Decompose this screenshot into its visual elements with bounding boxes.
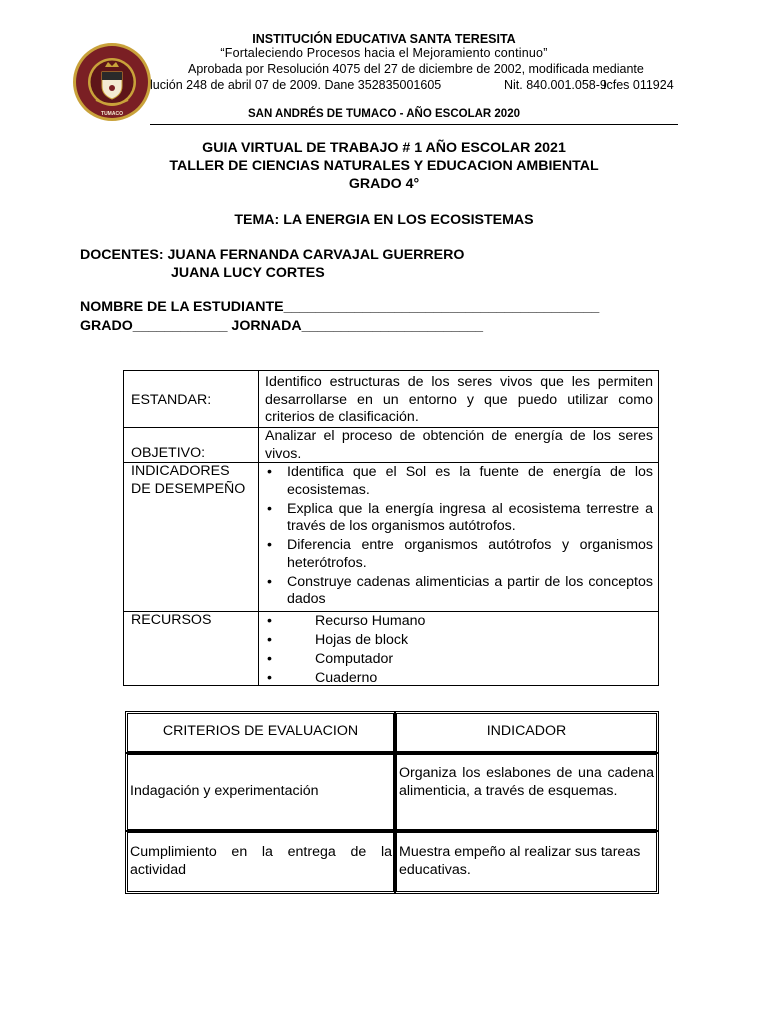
grade-title: GRADO 4° [348, 176, 420, 192]
institution-name: INSTITUCIÓN EDUCATIVA SANTA TERESITA [252, 32, 516, 46]
estandar-text: Identifico estructuras de los seres vivos que les permiten desarrollarse en un entorno y que puedo utilizar como criterios de clasificación. [265, 374, 653, 425]
list-item: • Diferencia entre organismos autótrofos y organismos heterótrofos. [265, 537, 653, 572]
indicadores-list-cell [265, 464, 653, 610]
indicadores-label-line2: DE DESEMPEÑO [131, 480, 246, 497]
evaluation-criteria-table [125, 711, 659, 894]
indicador-cell: Muestra empeño al realizar sus tareas educativas. [399, 844, 641, 878]
topic-title: TEMA: LA ENERGIA EN LOS ECOSISTEMAS [234, 212, 534, 228]
header-divider [150, 124, 678, 125]
place-year-text: SAN ANDRÉS DE TUMACO - AÑO ESCOLAR 2020 [248, 108, 520, 120]
list-item: • Construye cadenas alimenticias a partir de los conceptos dados [265, 574, 653, 609]
recursos-label: RECURSOS [131, 612, 212, 628]
criterio-cell: Indagación y experimentación [130, 783, 319, 799]
guide-title: GUIA VIRTUAL DE TRABAJO # 1 AÑO ESCOLAR 2021 [202, 140, 566, 156]
indicadores-label [131, 463, 245, 498]
institution-motto: “Fortaleciendo Procesos hacia el Mejoramiento continuo” [220, 46, 548, 60]
criterio-header: CRITERIOS DE EVALUACION [162, 723, 359, 739]
list-item: • Computador [265, 651, 653, 669]
list-item: • Hojas de block [265, 632, 653, 650]
indicador-cell: Organiza los eslabones de una cadena alimenticia, a través de esquemas. [399, 765, 654, 799]
nit-text: Nit. 840.001.058-9 [504, 78, 607, 92]
student-name-field[interactable]: NOMBRE DE LA ESTUDIANTE________________________________________ [80, 299, 600, 315]
resolution-dane-text: lución 248 de abril 07 de 2009. Dane 352835001605 [150, 78, 442, 92]
list-item: • Explica que la energía ingresa al ecosistema terrestre a través de los organismos autótrofos. [265, 501, 653, 536]
svg-text:TUMACO: TUMACO [101, 111, 123, 117]
criterio-cell: Cumplimiento en la entrega de la actividad [130, 844, 392, 878]
teacher-second: JUANA LUCY CORTES [171, 265, 325, 281]
grade-shift-field[interactable]: GRADO____________ JORNADA_______________________ [80, 318, 484, 334]
objetivo-label: OBJETIVO: [131, 445, 206, 461]
list-item: • Recurso Humano [265, 613, 653, 631]
estandar-label: ESTANDAR: [131, 392, 212, 408]
teachers-line: DOCENTES: JUANA FERNANDA CARVAJAL GUERRERO [80, 247, 465, 263]
icfes-text: Icfes 011924 [603, 78, 674, 92]
approval-text: Aprobada por Resolución 4075 del 27 de diciembre de 2002, modificada mediante [188, 62, 644, 76]
indicador-header: INDICADOR [486, 723, 567, 739]
indicadores-label-line1: INDICADORES [131, 463, 230, 479]
table-column-divider [258, 371, 259, 685]
recursos-list-cell [265, 613, 653, 689]
list-item: • Cuaderno [265, 670, 653, 688]
objetivo-text: Analizar el proceso de obtención de energía de los seres vivos. [265, 428, 653, 462]
list-item: • Identifica que el Sol es la fuente de energía de los ecosistemas. [265, 464, 653, 499]
workshop-title: TALLER DE CIENCIAS NATURALES Y EDUCACION AMBIENTAL [169, 158, 599, 174]
standards-table [123, 370, 659, 686]
